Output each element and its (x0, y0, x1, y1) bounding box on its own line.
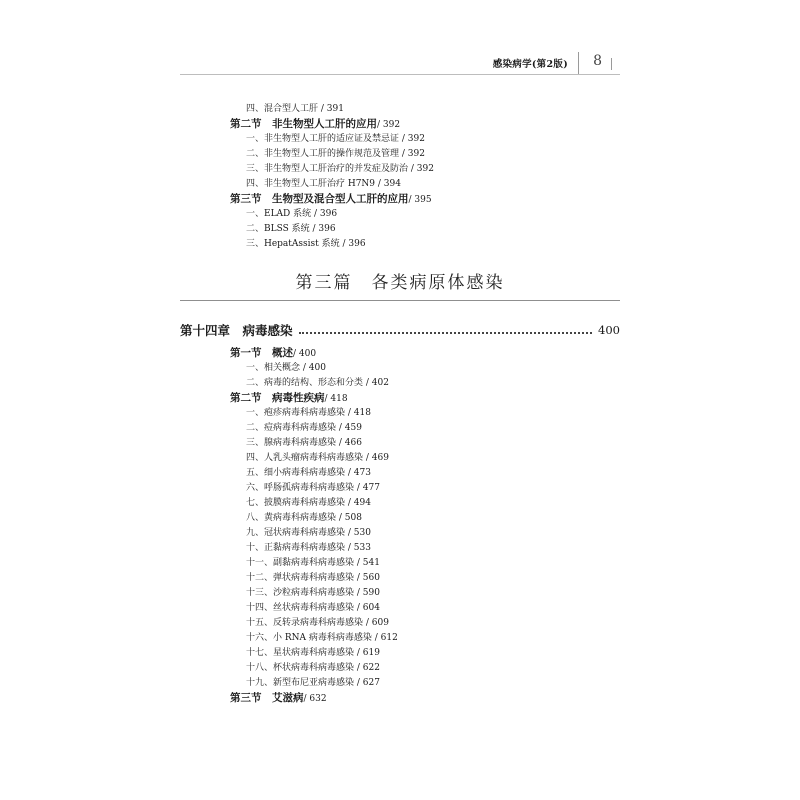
toc-entry-text: 十二、弹状病毒科病毒感染 / 560 (246, 573, 380, 583)
toc-item-entry[interactable] (0, 676, 800, 691)
toc-entry-text: 第二节 非生物型人工肝的应用 (230, 118, 377, 130)
toc-item-entry[interactable] (0, 451, 800, 466)
toc-item-entry[interactable] (0, 436, 800, 451)
toc-item-entry[interactable] (0, 496, 800, 511)
toc-entry-page: / 395 (408, 195, 432, 205)
toc-entry-text: 十三、沙粒病毒科病毒感染 / 590 (246, 588, 380, 598)
toc-entry-text: 二、非生物型人工肝的操作规范及管理 / 392 (246, 149, 425, 159)
toc-section-entry[interactable] (0, 192, 800, 207)
toc-item-entry[interactable] (0, 661, 800, 676)
toc-item-entry[interactable] (0, 361, 800, 376)
toc-item-entry[interactable] (0, 541, 800, 556)
toc-section-bottom (0, 346, 800, 706)
toc-entry-text: 十四、丝状病毒科病毒感染 / 604 (246, 603, 380, 613)
chapter-entry[interactable] (180, 320, 620, 340)
toc-item-entry[interactable] (0, 132, 800, 147)
toc-entry-text: 四、混合型人工肝 / 391 (246, 104, 344, 114)
toc-entry-text: 三、非生物型人工肝治疗的并发症及防治 / 392 (246, 164, 434, 174)
chapter-label: 第十四章 病毒感染 (180, 323, 293, 338)
toc-entry-text: 十、正黏病毒科病毒感染 / 533 (246, 543, 371, 553)
toc-item-entry[interactable] (0, 406, 800, 421)
toc-entry-text: 二、病毒的结构、形态和分类 / 402 (246, 378, 389, 388)
toc-section-entry[interactable] (0, 117, 800, 132)
leader-dots (299, 332, 593, 334)
toc-entry-text: 十六、小 RNA 病毒科病毒感染 / 612 (246, 633, 398, 643)
toc-entry-text: 三、腺病毒科病毒感染 / 466 (246, 438, 362, 448)
toc-entry-text: 四、非生物型人工肝治疗 H7N9 / 394 (246, 179, 401, 189)
toc-entry-text: 一、ELAD 系统 / 396 (246, 209, 338, 219)
toc-item-entry[interactable] (0, 207, 800, 222)
toc-section-top (0, 102, 800, 252)
header-divider (578, 52, 579, 74)
toc-section-entry[interactable] (0, 691, 800, 706)
toc-item-entry[interactable] (0, 237, 800, 252)
toc-entry-text: 十七、星状病毒科病毒感染 / 619 (246, 648, 380, 658)
toc-item-entry[interactable] (0, 586, 800, 601)
toc-entry-text: 三、HepatAssist 系统 / 396 (246, 239, 366, 249)
toc-entry-text: 八、黄病毒科病毒感染 / 508 (246, 513, 362, 523)
toc-entry-text: 九、冠状病毒科病毒感染 / 530 (246, 528, 371, 538)
toc-entry-text: 一、疱疹病毒科病毒感染 / 418 (246, 408, 371, 418)
toc-item-entry[interactable] (0, 421, 800, 436)
toc-entry-text: 第三节 艾滋病 (230, 692, 304, 704)
toc-entry-text: 第三节 生物型及混合型人工肝的应用 (230, 193, 409, 205)
toc-item-entry[interactable] (0, 177, 800, 192)
toc-item-entry[interactable] (0, 631, 800, 646)
toc-entry-text: 二、BLSS 系统 / 396 (246, 224, 336, 234)
toc-item-entry[interactable] (0, 147, 800, 162)
toc-entry-text: 七、披膜病毒科病毒感染 / 494 (246, 498, 371, 508)
toc-entry-page: / 632 (303, 694, 327, 704)
toc-item-entry[interactable] (0, 571, 800, 586)
toc-entry-text: 六、呼肠孤病毒科病毒感染 / 477 (246, 483, 380, 493)
part-title: 第三篇 各类病原体感染 (180, 268, 620, 301)
chapter-page: 400 (598, 323, 620, 337)
toc-entry-text: 五、细小病毒科病毒感染 / 473 (246, 468, 371, 478)
toc-section-entry[interactable] (0, 346, 800, 361)
toc-item-entry[interactable] (0, 511, 800, 526)
toc-entry-page: / 392 (377, 120, 401, 130)
toc-item-entry[interactable] (0, 601, 800, 616)
toc-entry-text: 第一节 概述 (230, 347, 293, 359)
toc-item-entry[interactable] (0, 556, 800, 571)
toc-item-entry[interactable] (0, 646, 800, 661)
toc-entry-text: 一、非生物型人工肝的适应证及禁忌证 / 392 (246, 134, 425, 144)
header-tick (611, 58, 612, 70)
toc-entry-text: 十九、新型布尼亚病毒感染 / 627 (246, 678, 380, 688)
toc-item-entry[interactable] (0, 481, 800, 496)
toc-item-entry[interactable] (0, 102, 800, 117)
toc-item-entry[interactable] (0, 376, 800, 391)
page-number: 8 (593, 53, 602, 69)
toc-entry-text: 一、相关概念 / 400 (246, 363, 326, 373)
toc-entry-text: 十一、副黏病毒科病毒感染 / 541 (246, 558, 380, 568)
book-title: 感染病学(第2版) (492, 59, 568, 70)
toc-entry-text: 二、痘病毒科病毒感染 / 459 (246, 423, 362, 433)
toc-item-entry[interactable] (0, 616, 800, 631)
toc-item-entry[interactable] (0, 162, 800, 177)
toc-entry-page: / 418 (324, 394, 348, 404)
toc-item-entry[interactable] (0, 526, 800, 541)
toc-section-entry[interactable] (0, 391, 800, 406)
running-header (180, 52, 620, 75)
toc-entry-text: 十八、杯状病毒科病毒感染 / 622 (246, 663, 380, 673)
toc-entry-text: 四、人乳头瘤病毒科病毒感染 / 469 (246, 453, 389, 463)
toc-entry-text: 第二节 病毒性疾病 (230, 392, 325, 404)
toc-entry-page: / 400 (293, 349, 317, 359)
toc-item-entry[interactable] (0, 466, 800, 481)
toc-entry-text: 十五、反转录病毒科病毒感染 / 609 (246, 618, 389, 628)
toc-item-entry[interactable] (0, 222, 800, 237)
